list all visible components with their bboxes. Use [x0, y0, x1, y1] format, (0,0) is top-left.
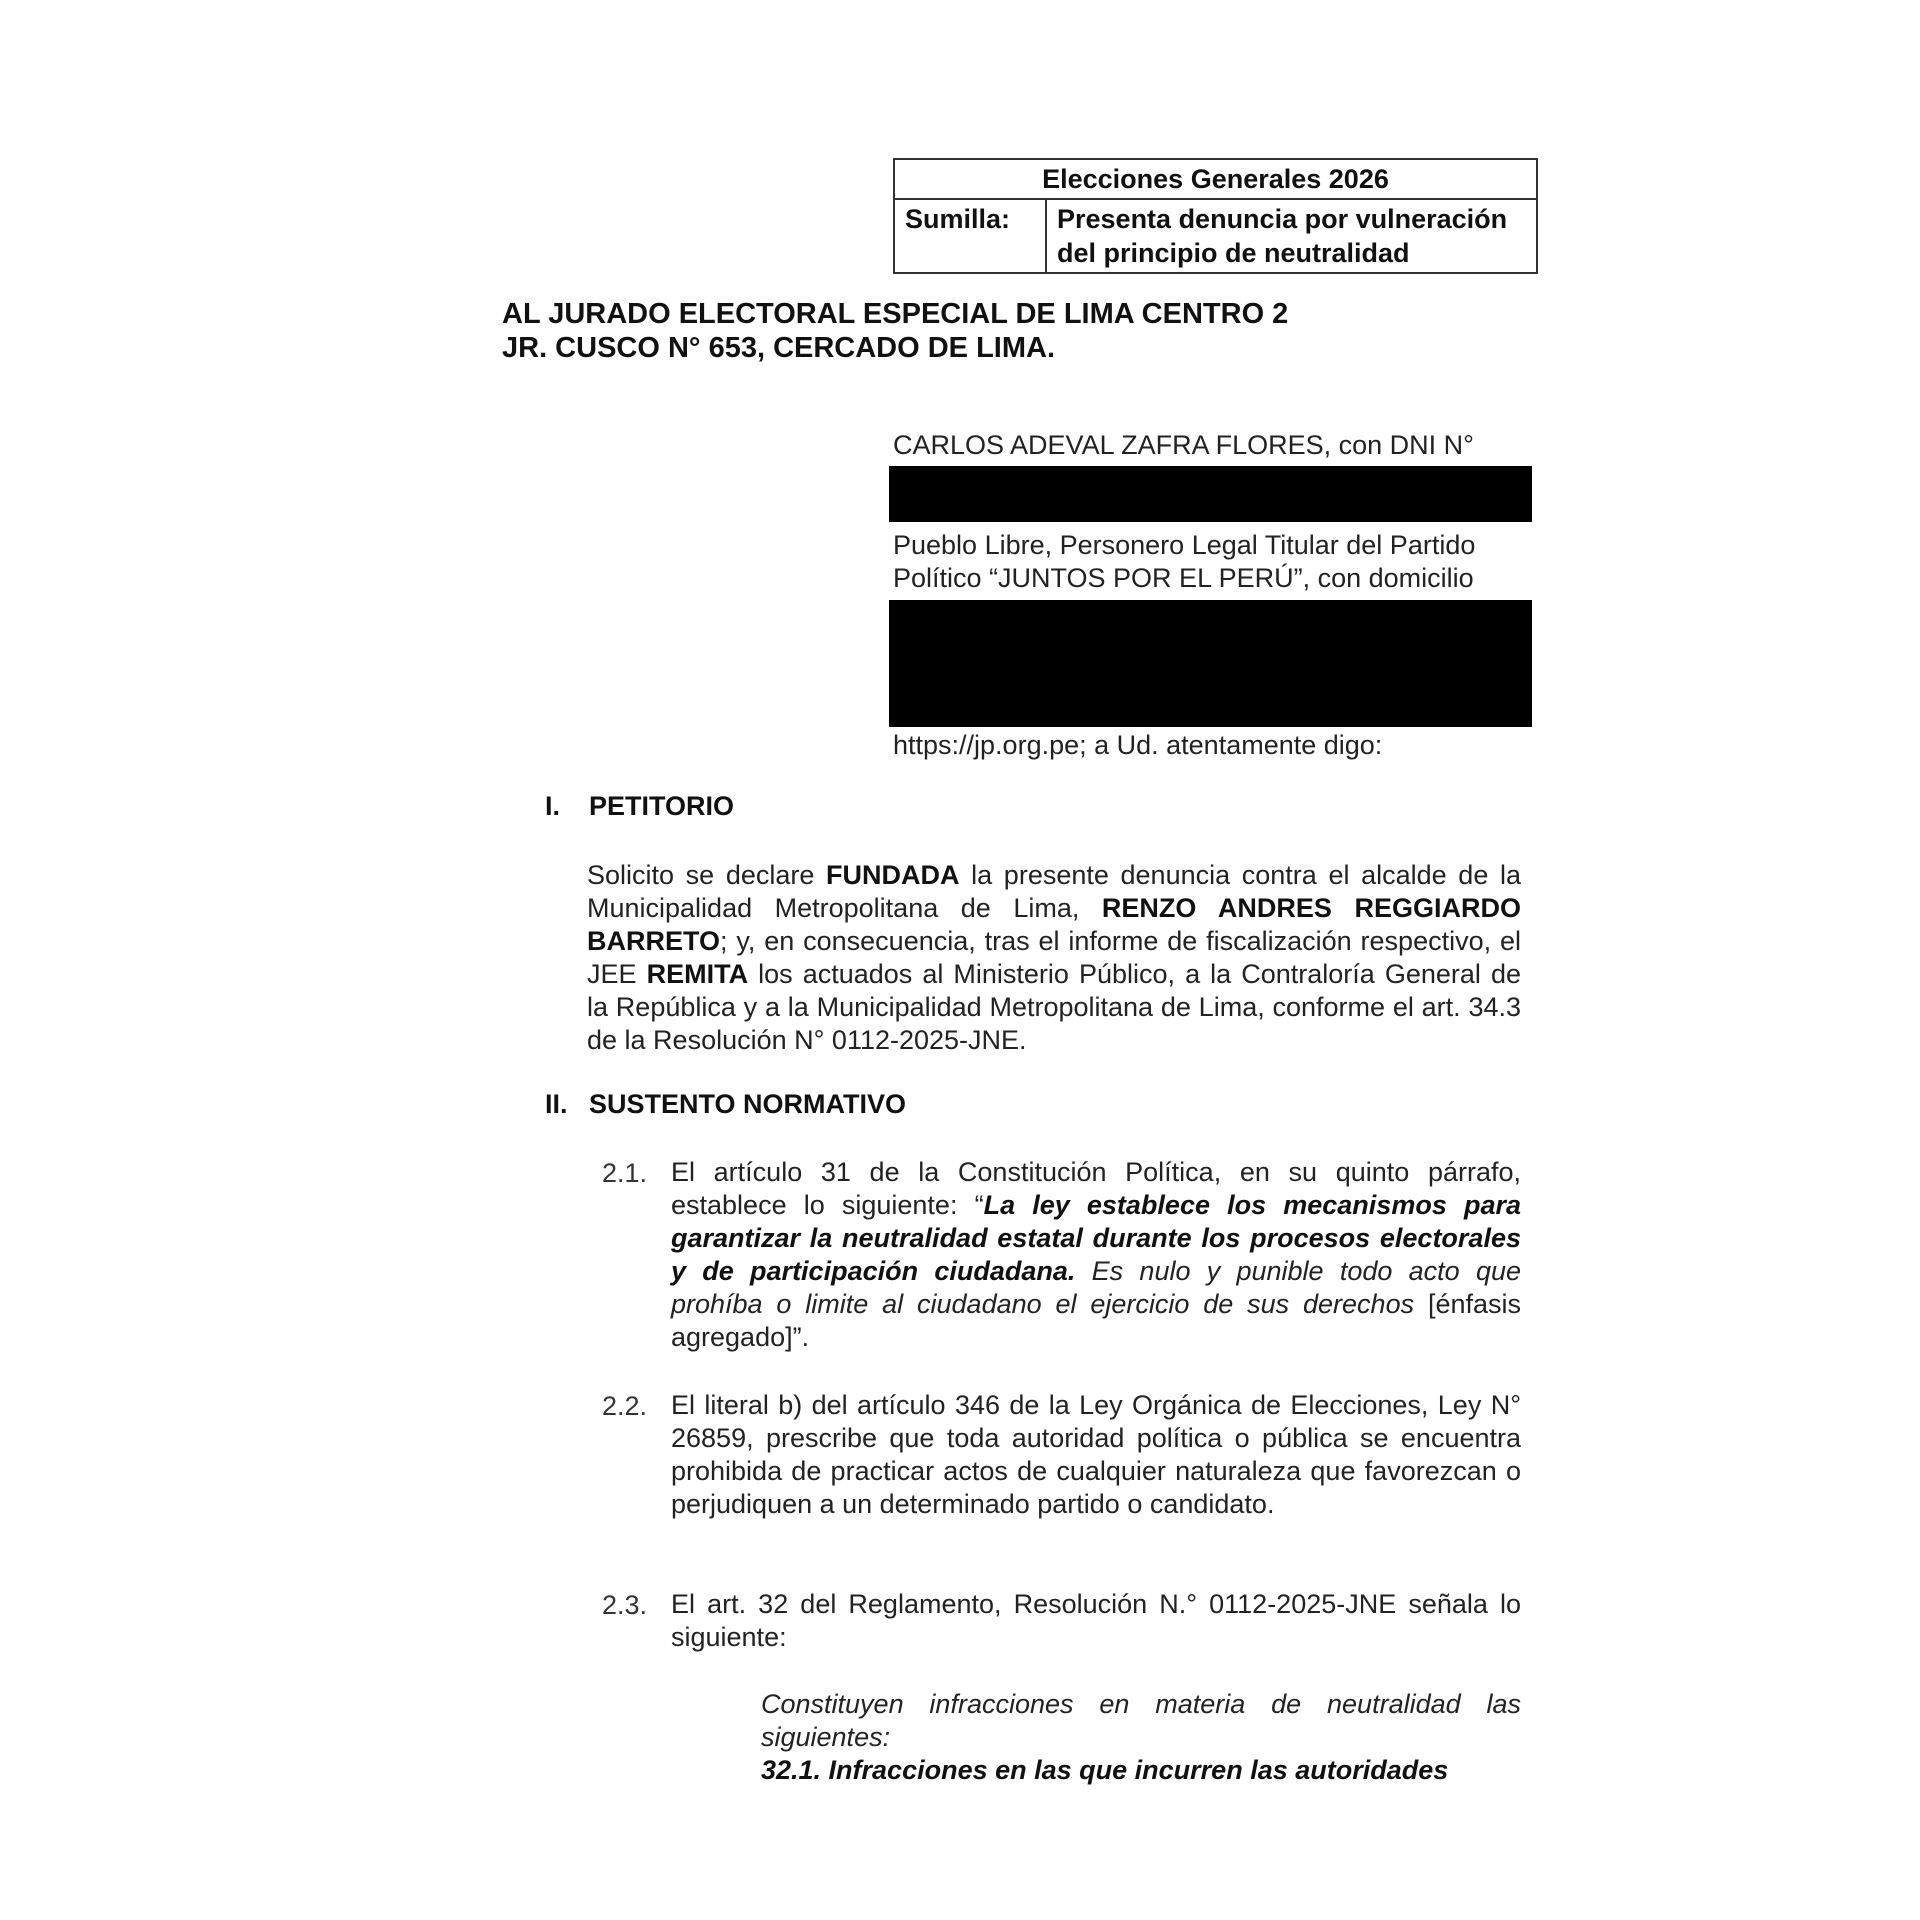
section-2-title: SUSTENTO NORMATIVO [589, 1089, 907, 1119]
petitorio-bold-name: RENZO ANDRES REGGIARDO BARRETO [587, 893, 1521, 956]
petitorio-bold-fundada: FUNDADA [826, 860, 960, 890]
item-2-3-paragraph: El art. 32 del Reglamento, Resolución N.° 0112-2025-JNE señala lo siguiente: [671, 1589, 1521, 1652]
intro-line-3: Político “JUNTOS POR EL PERÚ”, con domicilio [893, 563, 1474, 593]
petitorio-text-4: los actuados al Ministerio Público, a la Contraloría General de la República y a la Municipalidad Metropolitana de Lima, conforme el art. 34.3 de la Resolución N° 0112-2025-JNE. [587, 959, 1521, 1055]
item-2-1-tail: [énfasis agregado]”. [671, 1289, 1521, 1352]
intro-line-2: Pueblo Libre, Personero Legal Titular del Partido [893, 530, 1476, 560]
section-2-number: II. [545, 1089, 568, 1119]
item-2-1-text: El artículo 31 de la Constitución Política, en su quinto párrafo, establece lo siguiente: “ [671, 1157, 1521, 1220]
item-2-1-paragraph [671, 1156, 1521, 1354]
petitorio-text-2: la presente denuncia contra el alcalde de la Municipalidad Metropolitana de Lima, [587, 860, 1521, 923]
item-2-1-bold-italic: La ley establece los mecanismos para garantizar la neutralidad estatal durante los procesos electorales y de participación ciudadana. [671, 1190, 1521, 1286]
item-2-3-number: 2.3. [602, 1590, 648, 1620]
quote-italic-text: Constituyen infracciones en materia de neutralidad las siguientes: [761, 1689, 1521, 1752]
sumilla-text-line-1: Presenta denuncia por vulneración [1057, 204, 1508, 234]
redaction-bar-1 [889, 466, 1532, 522]
addressee-line-1: AL JURADO ELECTORAL ESPECIAL DE LIMA CENTRO 2 [502, 298, 1289, 330]
section-1-number: I. [545, 791, 561, 821]
header-table [893, 158, 1538, 274]
petitorio-text-1: Solicito se declare [587, 860, 827, 890]
section-1-heading [545, 791, 734, 822]
item-2-1-number: 2.1. [602, 1158, 648, 1188]
addressee-line-2: JR. CUSCO N° 653, CERCADO DE LIMA. [502, 332, 1056, 364]
item-2-2-number: 2.2. [602, 1391, 648, 1421]
petitorio-paragraph [587, 859, 1521, 1057]
quote-bold-italic-text: 32.1. Infracciones en las que incurren las autoridades [761, 1755, 1449, 1785]
election-title: Elecciones Generales 2026 [894, 159, 1537, 199]
sumilla-text-line-2: del principio de neutralidad [1057, 238, 1410, 268]
item-2-2-paragraph: El literal b) del artículo 346 de la Ley Orgánica de Elecciones, Ley N° 26859, prescribe que toda autoridad política o pública se encuentra prohibida de practicar actos de cualquier naturaleza que favorezcan o perjudiquen a un determinado partido o candidato. [671, 1390, 1521, 1519]
sumilla-label: Sumilla: [894, 199, 1046, 273]
intro-line-1: CARLOS ADEVAL ZAFRA FLORES, con DNI N° [893, 430, 1474, 460]
item-2-1-italic: Es nulo y punible todo acto que prohíba o limite al ciudadano el ejercicio de sus derechos [671, 1256, 1521, 1319]
redaction-bar-2 [889, 600, 1532, 727]
petitorio-bold-remita: REMITA [646, 959, 749, 989]
petitorio-text-3: ; y, en consecuencia, tras el informe de fiscalización respectivo, el JEE [587, 926, 1521, 989]
sumilla-text [1046, 199, 1537, 273]
quoted-regulation [761, 1688, 1521, 1787]
addressee-block [502, 297, 1288, 365]
section-2-heading [545, 1089, 906, 1120]
section-1-title: PETITORIO [589, 791, 735, 821]
intro-line-4: https://jp.org.pe; a Ud. atentamente digo: [893, 730, 1383, 760]
